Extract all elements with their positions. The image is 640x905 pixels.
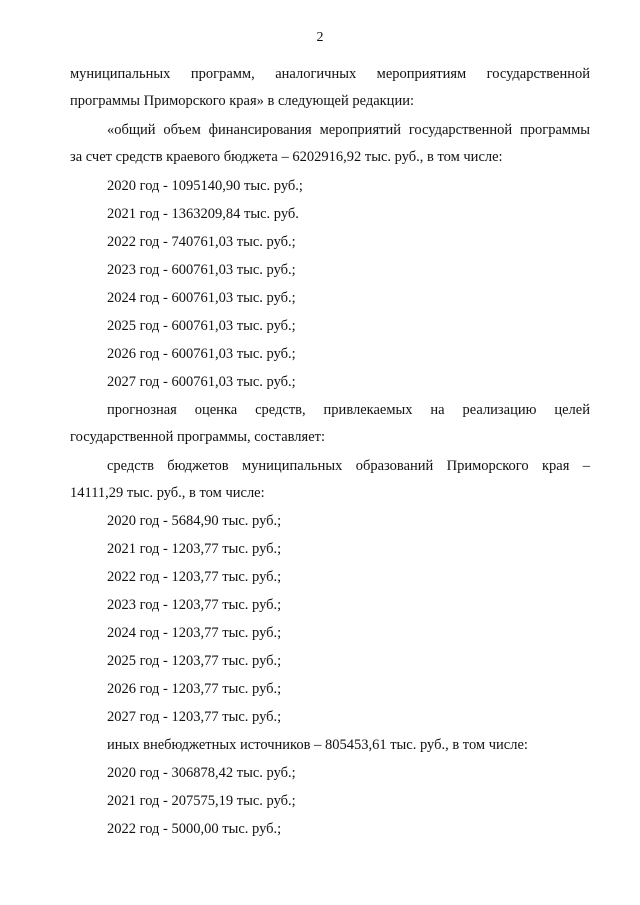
regional-budget-entry: 2024 год - 600761,03 тыс. руб.;: [107, 290, 296, 306]
regional-budget-entry: 2020 год - 1095140,90 тыс. руб.;: [107, 178, 303, 194]
municipal-budget-entry: 2022 год - 1203,77 тыс. руб.;: [107, 569, 282, 585]
municipal-budget-entry: 2020 год - 5684,90 тыс. руб.;: [107, 513, 282, 529]
paragraph-line: «общий объем финансирования мероприятий государственной программы: [107, 122, 590, 138]
regional-budget-entry: 2022 год - 740761,03 тыс. руб.;: [107, 234, 296, 250]
regional-budget-entry: 2023 год - 600761,03 тыс. руб.;: [107, 262, 296, 278]
extrabudgetary-entry: 2020 год - 306878,42 тыс. руб.;: [107, 765, 296, 781]
regional-budget-entry: 2021 год - 1363209,84 тыс. руб.: [107, 206, 299, 222]
municipal-budget-entry: 2021 год - 1203,77 тыс. руб.;: [107, 541, 282, 557]
paragraph-line: иных внебюджетных источников – 805453,61 тыс. руб., в том числе:: [107, 737, 528, 753]
regional-budget-entry: 2027 год - 600761,03 тыс. руб.;: [107, 374, 296, 390]
paragraph-line: средств бюджетов муниципальных образований Приморского края –: [107, 458, 590, 474]
paragraph-line: 14111,29 тыс. руб., в том числе:: [70, 485, 265, 501]
extrabudgetary-entry: 2021 год - 207575,19 тыс. руб.;: [107, 793, 296, 809]
paragraph-line: за счет средств краевого бюджета – 6202916,92 тыс. руб., в том числе:: [70, 149, 503, 165]
municipal-budget-entry: 2026 год - 1203,77 тыс. руб.;: [107, 681, 282, 697]
paragraph-line: программы Приморского края» в следующей редакции:: [70, 93, 414, 109]
municipal-budget-entry: 2024 год - 1203,77 тыс. руб.;: [107, 625, 282, 641]
municipal-budget-entry: 2027 год - 1203,77 тыс. руб.;: [107, 709, 282, 725]
paragraph-line: муниципальных программ, аналогичных мероприятиям государственной: [70, 66, 590, 82]
extrabudgetary-entry: 2022 год - 5000,00 тыс. руб.;: [107, 821, 282, 837]
municipal-budget-entry: 2025 год - 1203,77 тыс. руб.;: [107, 653, 282, 669]
regional-budget-entry: 2026 год - 600761,03 тыс. руб.;: [107, 346, 296, 362]
paragraph-line: государственной программы, составляет:: [70, 429, 325, 445]
page-number: 2: [316, 30, 324, 45]
regional-budget-entry: 2025 год - 600761,03 тыс. руб.;: [107, 318, 296, 334]
municipal-budget-entry: 2023 год - 1203,77 тыс. руб.;: [107, 597, 282, 613]
paragraph-line: прогнозная оценка средств, привлекаемых на реализацию целей: [107, 402, 590, 418]
